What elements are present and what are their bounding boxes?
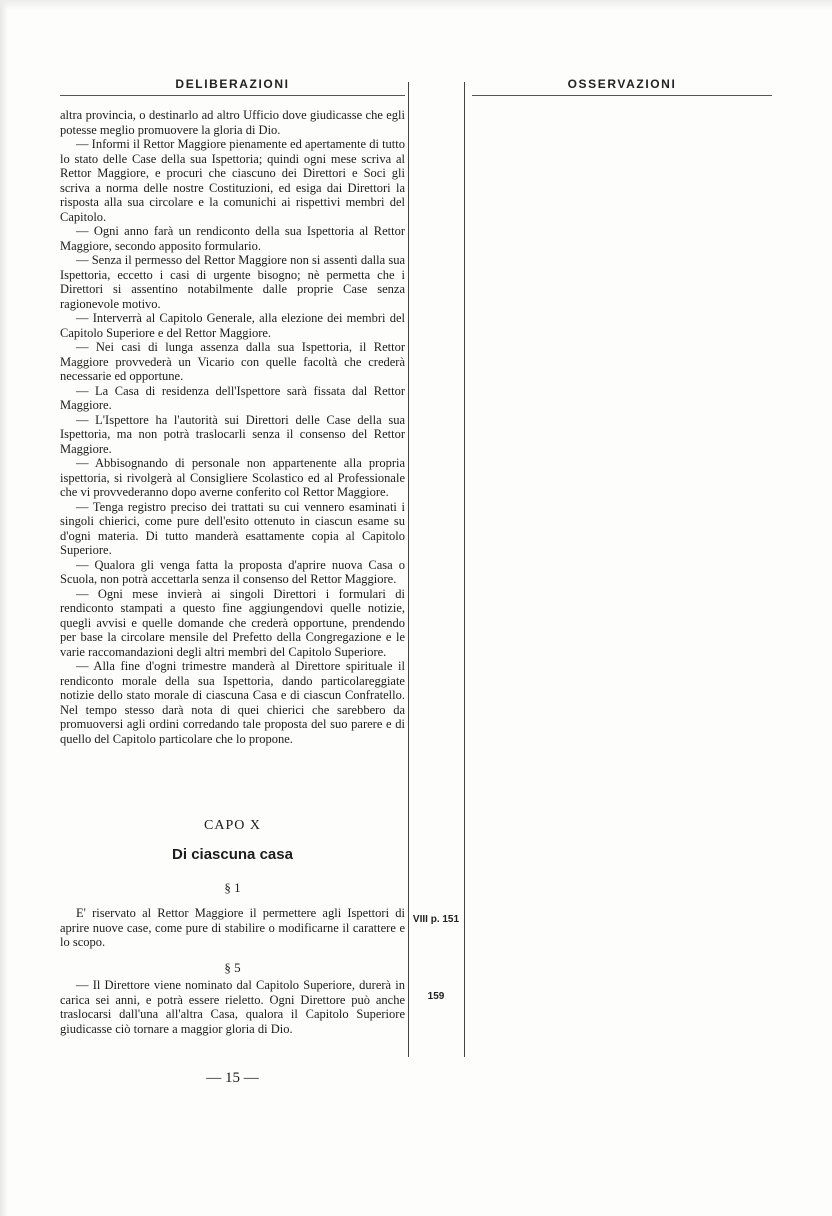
section-mark: § 5 [224,960,241,975]
paragraph: — Abbisognando di personale non appartenente alla propria ispettoria, si rivolgerà al Consigliere Scolastico ed al Professionale che vi provvederanno dopo averne conferito col Rettor Maggiore. [60,456,405,499]
section-text: E' riservato al Rettor Maggiore il permettere agli Ispettori di aprire nuove case, come pure di stabilire o modificarne il carattere e lo scopo. [60,906,405,949]
paragraph: — L'Ispettore ha l'autorità sui Direttori delle Case della sua Ispettoria, ma non potrà traslocarli senza il consenso del Rettor Maggiore. [60,412,405,456]
column-divider-right [464,82,465,1057]
paragraph: altra provincia, o destinarlo ad altro Ufficio dove giudicasse che egli potesse meglio promuovere la gloria di Dio. [60,108,405,137]
paragraph: — Nei casi di lunga assenza dalla sua Ispettoria, il Rettor Maggiore provvederà un Vicario con quelle facoltà che crederà necessarie ed opportune. [60,340,405,383]
margin-reference: VIII p. 151 [412,914,460,925]
margin-reference: 159 [427,991,445,1002]
scan-shadow-top [0,0,832,10]
paragraph: — Tenga registro preciso dei trattati su cui vennero esaminati i singoli chierici, come pure dell'esito ottenuto in ciascun esame su d'ogni materia. Di tutto manderà esattamente copia al Capitolo Superiore. [60,499,405,557]
section-mark: § 1 [224,880,241,895]
paragraph: — Qualora gli venga fatta la proposta d'aprire nuova Casa o Scuola, non potrà accettarla senza il consenso del Rettor Maggiore. [60,557,405,586]
scan-shadow-left [0,0,8,1216]
header-deliberazioni: DELIBERAZIONI [175,77,290,91]
chapter-label: CAPO X [204,818,261,833]
header-rule-left [60,95,405,96]
paragraph: — La Casa di residenza dell'Ispettore sarà fissata dal Rettor Maggiore. [60,383,405,412]
paragraph: — Interverrà al Capitolo Generale, alla elezione dei membri del Capitolo Superiore e del Rettor Maggiore. [60,311,405,340]
paragraph: — Senza il permesso del Rettor Maggiore non si assenti dalla sua Ispettoria, eccetto i casi di urgente bisogno; nè permetta che i Direttori si assentino notabilmente dalle proprie Case senza ragionevole motivo. [60,253,405,311]
column-divider-left [408,82,409,1057]
deliberazioni-body [60,108,405,746]
header-rule-right [472,95,772,96]
paragraph: — Ogni anno farà un rendiconto della sua Ispettoria al Rettor Maggiore, secondo apposito formulario. [60,224,405,253]
chapter-title: Di ciascuna casa [172,846,293,863]
paragraph: — Alla fine d'ogni trimestre manderà al Direttore spirituale il rendiconto morale della sua Ispettoria, dando particolareggiate notizie dello stato morale di ciascuna Casa e di ciascun Confratello. Nel tempo stesso darà nota di quei chierici che sarebbero da promuoversi agli ordini corredando tale proposta del suo parere e di quello del Capitolo particolare che lo propone. [60,659,405,746]
paragraph: — Ogni mese invierà ai singoli Direttori i formulari di rendiconto stampati a questo fine aggiungendovi quelle notizie, quegli avvisi e quelle domande che crederà opportune, prendendo per base la circolare mensile del Prefetto della Congregazione e le varie raccomandazioni degli altri membri del Capitolo Superiore. [60,586,405,659]
page-number: — 15 — [206,1070,259,1086]
paragraph: — Informi il Rettor Maggiore pienamente ed apertamente di tutto lo stato delle Case della sua Ispettoria; quindi ogni mese scriva al Rettor Maggiore, e procuri che ciascuno dei Direttori e Soci gli scriva a norma delle nostre Costituzioni, ed esiga dai Direttori la risposta alla sua circolare e la comunichi ai rispettivi membri del Capitolo. [60,137,405,224]
section-text: — Il Direttore viene nominato dal Capitolo Superiore, durerà in carica sei anni, e potrà essere rieletto. Ogni Direttore può anche traslocarsi dall'una all'altra Casa, qualora il Capitolo Superiore giudicasse ciò tornare a maggior gloria di Dio. [60,978,405,1036]
header-osservazioni: OSSERVAZIONI [567,77,677,91]
